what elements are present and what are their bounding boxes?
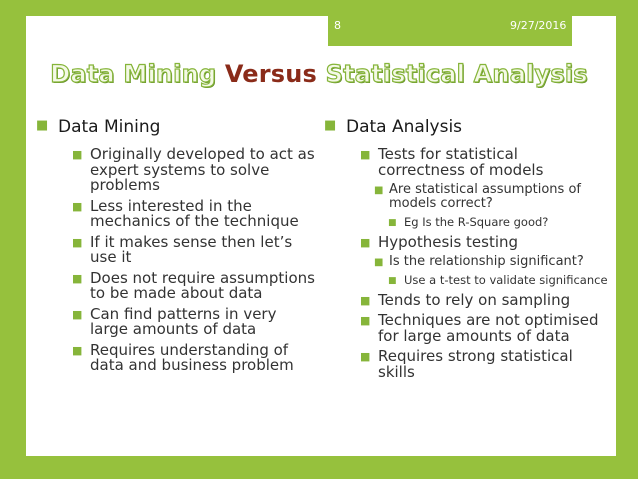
square-bullet-icon: ■ [324, 118, 337, 133]
square-bullet-icon: ■ [72, 148, 83, 161]
list-subsubitem [324, 216, 609, 229]
square-bullet-icon: ■ [388, 218, 397, 228]
title-part-statistical-analysis: Statistical Analysis [317, 60, 588, 88]
list-item [324, 232, 609, 251]
square-bullet-icon: ■ [360, 350, 371, 363]
list-item [324, 349, 609, 380]
list-item [36, 268, 316, 302]
list-item-text: Tests for statistical correctness of models [378, 145, 544, 179]
list-item-text: Can find patterns in very large amounts of data [90, 304, 277, 338]
left-heading [36, 118, 316, 137]
square-bullet-icon: ■ [374, 185, 384, 196]
list-item-text: Tends to rely on sampling [378, 290, 571, 309]
list-subsubitem [324, 274, 609, 287]
square-bullet-icon: ■ [374, 257, 384, 268]
list-item [324, 290, 609, 309]
page-number: 8 [334, 19, 341, 32]
list-subsubitem-text: Use a t-test to validate significance [404, 273, 608, 287]
list-item [36, 232, 316, 266]
square-bullet-icon: ■ [72, 343, 83, 357]
list-item [36, 304, 316, 338]
slide-title [0, 60, 638, 88]
left-column [36, 118, 316, 379]
list-item [36, 196, 316, 230]
list-item-text: Requires strong statistical skills [378, 347, 573, 381]
slide-date: 9/27/2016 [510, 19, 567, 32]
left-heading-text: Data Mining [58, 117, 161, 137]
square-bullet-icon: ■ [360, 293, 371, 307]
list-item-text: Does not require assumptions to be made about data [90, 268, 315, 302]
list-subitem [324, 183, 609, 211]
square-bullet-icon: ■ [360, 314, 371, 327]
list-item [36, 340, 316, 374]
square-bullet-icon: ■ [72, 307, 83, 321]
list-item-text: Requires understanding of data and business problem [90, 340, 294, 374]
list-item-text: Techniques are not optimised for large amounts of data [378, 311, 599, 345]
list-item-text: If it makes sense then let’s use it [90, 232, 293, 266]
square-bullet-icon: ■ [72, 271, 83, 285]
square-bullet-icon: ■ [72, 235, 83, 249]
list-item-text: Less interested in the mechanics of the technique [90, 196, 299, 230]
right-column [324, 118, 609, 385]
list-subsubitem-text: Eg Is the R-Square good? [404, 215, 549, 229]
list-item [324, 313, 609, 344]
list-item [36, 147, 316, 194]
list-subitem-text: Are statistical assumptions of models correct? [389, 182, 581, 211]
list-subitem [324, 255, 609, 269]
right-heading [324, 118, 609, 137]
right-heading-text: Data Analysis [346, 117, 463, 137]
title-part-data-mining: Data Mining [50, 60, 225, 88]
square-bullet-icon: ■ [360, 235, 371, 249]
list-subitem-text: Is the relationship significant? [389, 254, 584, 269]
square-bullet-icon: ■ [36, 118, 49, 133]
title-part-versus: Versus [224, 60, 318, 88]
square-bullet-icon: ■ [72, 199, 83, 213]
square-bullet-icon: ■ [388, 276, 397, 286]
list-item [324, 147, 609, 178]
list-item-text: Originally developed to act as expert systems to solve problems [90, 145, 315, 194]
square-bullet-icon: ■ [360, 148, 371, 161]
list-item-text: Hypothesis testing [378, 232, 519, 251]
